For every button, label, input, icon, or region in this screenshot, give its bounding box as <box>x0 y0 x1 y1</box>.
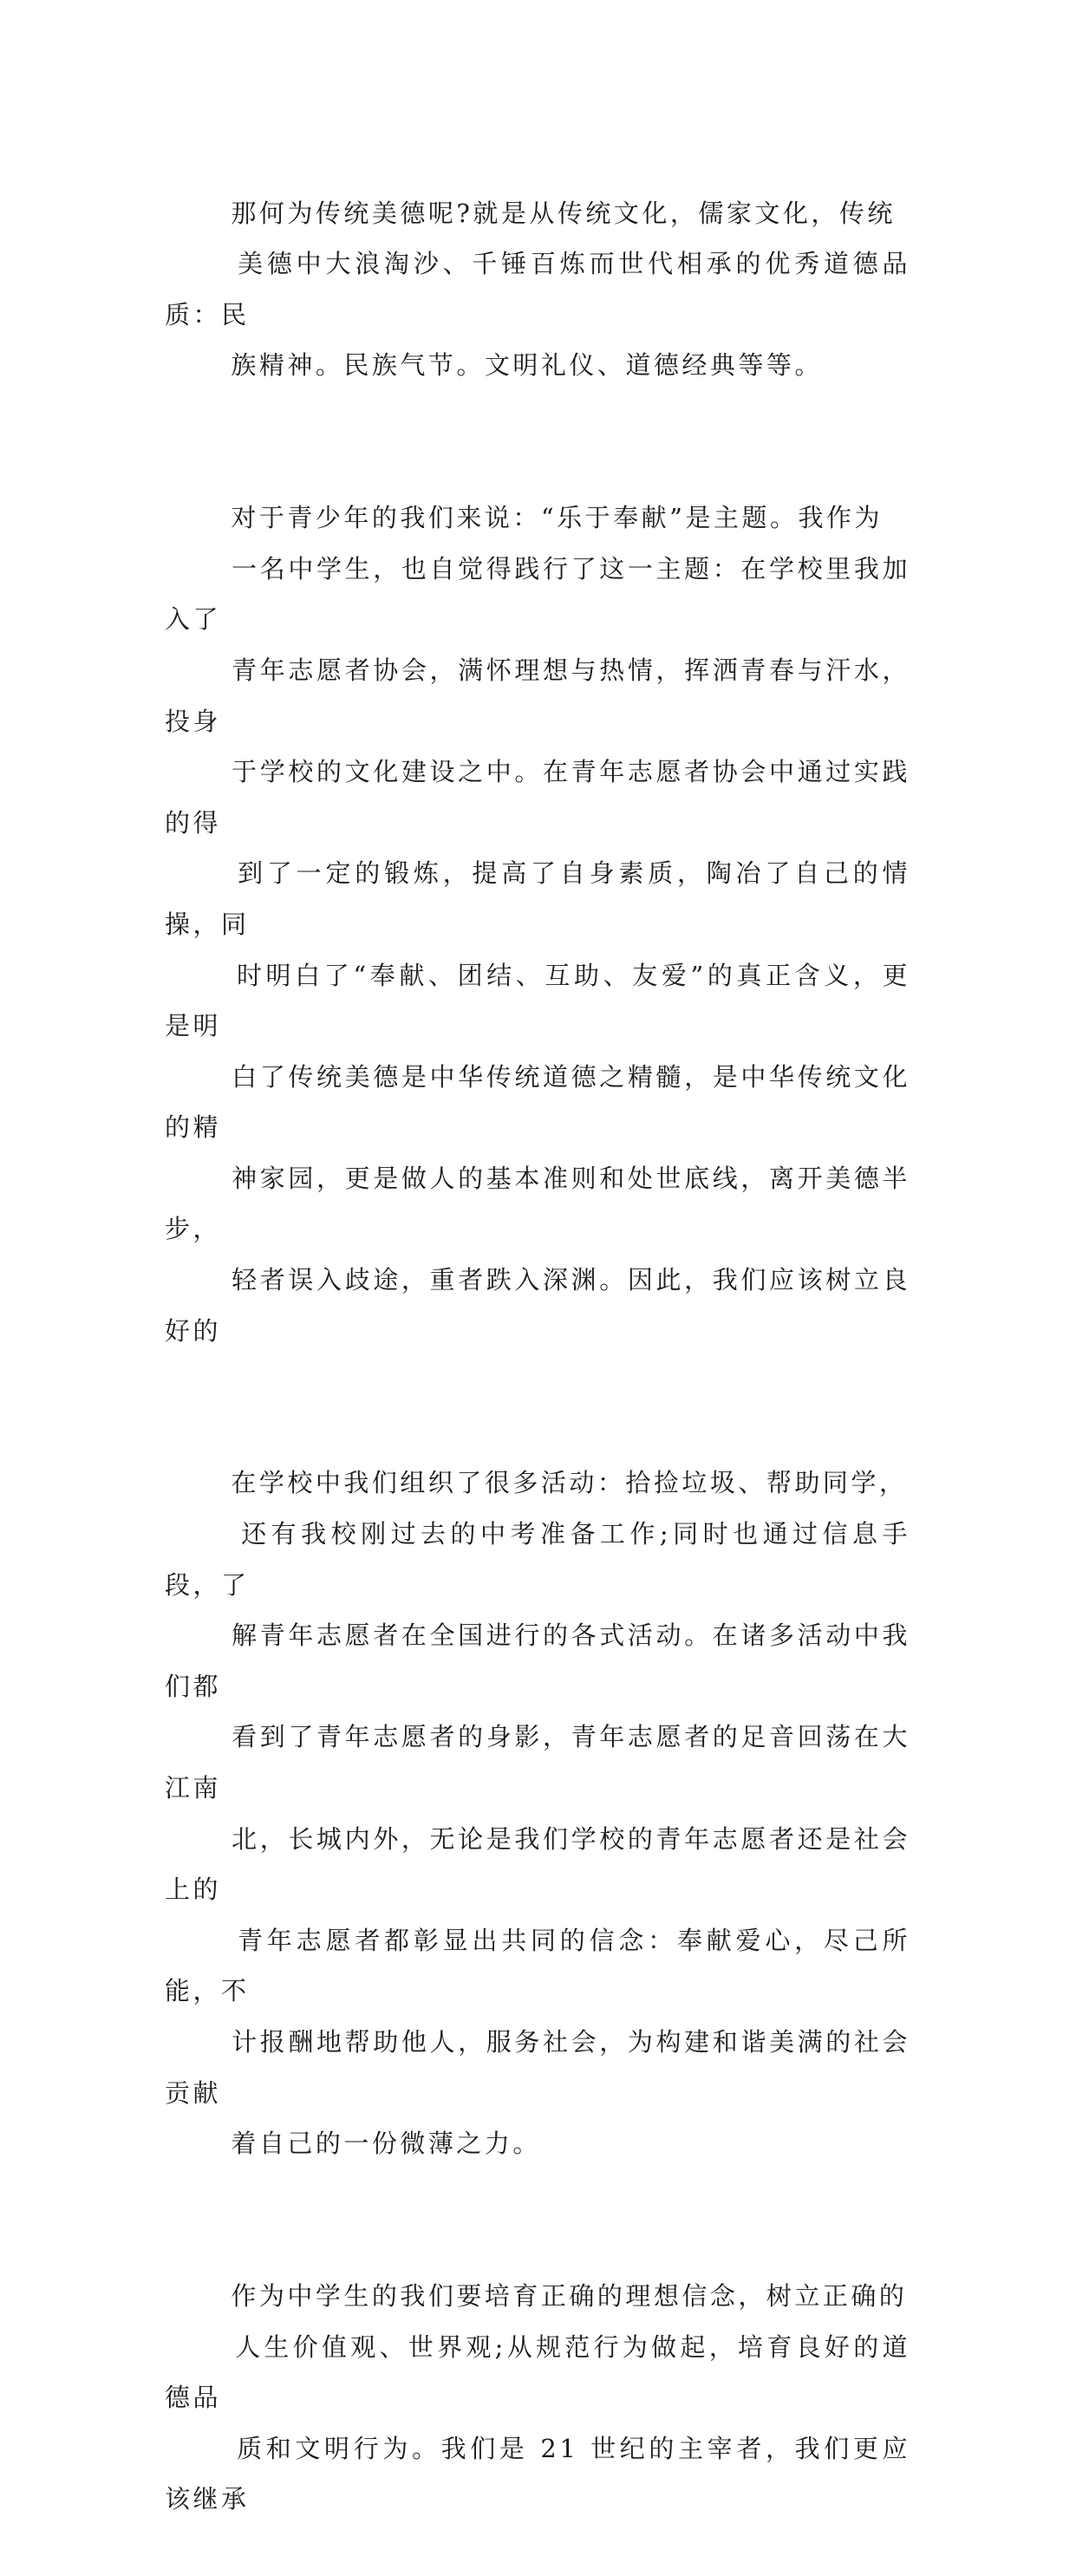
body-text <box>165 137 910 2576</box>
paragraph <box>165 442 910 1407</box>
text-line: 在学校中我们组织了很多活动：拾捡垃圾、帮助同学， <box>231 1468 908 1498</box>
text-line: 还有我校刚过去的中考准备工作;同时也通过信息手段，了 <box>165 1519 910 1600</box>
text-line: 神家园，更是做人的基本准则和处世底线，离开美德半步， <box>165 1163 910 1244</box>
text-line: 时明白了“奉献、团结、互助、友爱”的真正含义，更是明 <box>165 960 910 1041</box>
text-line: 作为中学生的我们要培育正确的理想信念，树立正确的 <box>231 2280 908 2311</box>
text-line: 计报酬地帮助他人，服务社会，为构建和谐美满的社会贡献 <box>165 2026 910 2108</box>
text-line: 于学校的文化建设之中。在青年志愿者协会中通过实践的得 <box>165 757 910 838</box>
text-line: 人生价值观、世界观;从规范行为做起，培育良好的道德品 <box>165 2331 911 2413</box>
text-line: 看到了青年志愿者的身影，青年志愿者的足音回荡在大江南 <box>165 1722 910 1803</box>
paragraph <box>165 2220 910 2575</box>
text-line: 着自己的一份微薄之力。 <box>231 2129 541 2159</box>
text-line: 青年志愿者协会，满怀理想与热情，挥洒青春与汗水，投身 <box>165 655 910 736</box>
text-line: 质和文明行为。我们是 21 世纪的主宰者，我们更应该继承 <box>165 2433 910 2514</box>
text-line: 轻者误入歧途，重者跌入深渊。因此，我们应该树立良好的 <box>165 1265 910 1346</box>
text-line: 一名中学生，也自觉得践行了这一主题：在学校里我加入了 <box>165 553 910 635</box>
text-line: 族精神。民族气节。文明礼仪、道德经典等等。 <box>231 350 823 381</box>
text-line: 那何为传统美德呢?就是从传统文化，儒家文化，传统 <box>231 198 896 228</box>
text-line: 美德中大浪淘沙、千锤百炼而世代相承的优秀道德品质：民 <box>165 249 910 329</box>
text-line: 解青年志愿者在全国进行的各式活动。在诸多活动中我们都 <box>165 1621 910 1701</box>
paragraph <box>165 137 910 442</box>
text-line: 到了一定的锻炼，提高了自身素质，陶冶了自己的情操，同 <box>165 858 910 939</box>
text-line: 对于青少年的我们来说：“乐于奉献”是主题。我作为 <box>231 503 883 533</box>
text-line: 北，长城内外，无论是我们学校的青年志愿者还是社会上的 <box>165 1823 910 1905</box>
paragraph <box>165 1407 910 2221</box>
text-line: 青年志愿者都彰显出共同的信念：奉献爱心，尽己所能，不 <box>165 1925 910 2006</box>
text-line: 白了传统美德是中华传统道德之精髓，是中华传统文化的精 <box>165 1061 910 1143</box>
